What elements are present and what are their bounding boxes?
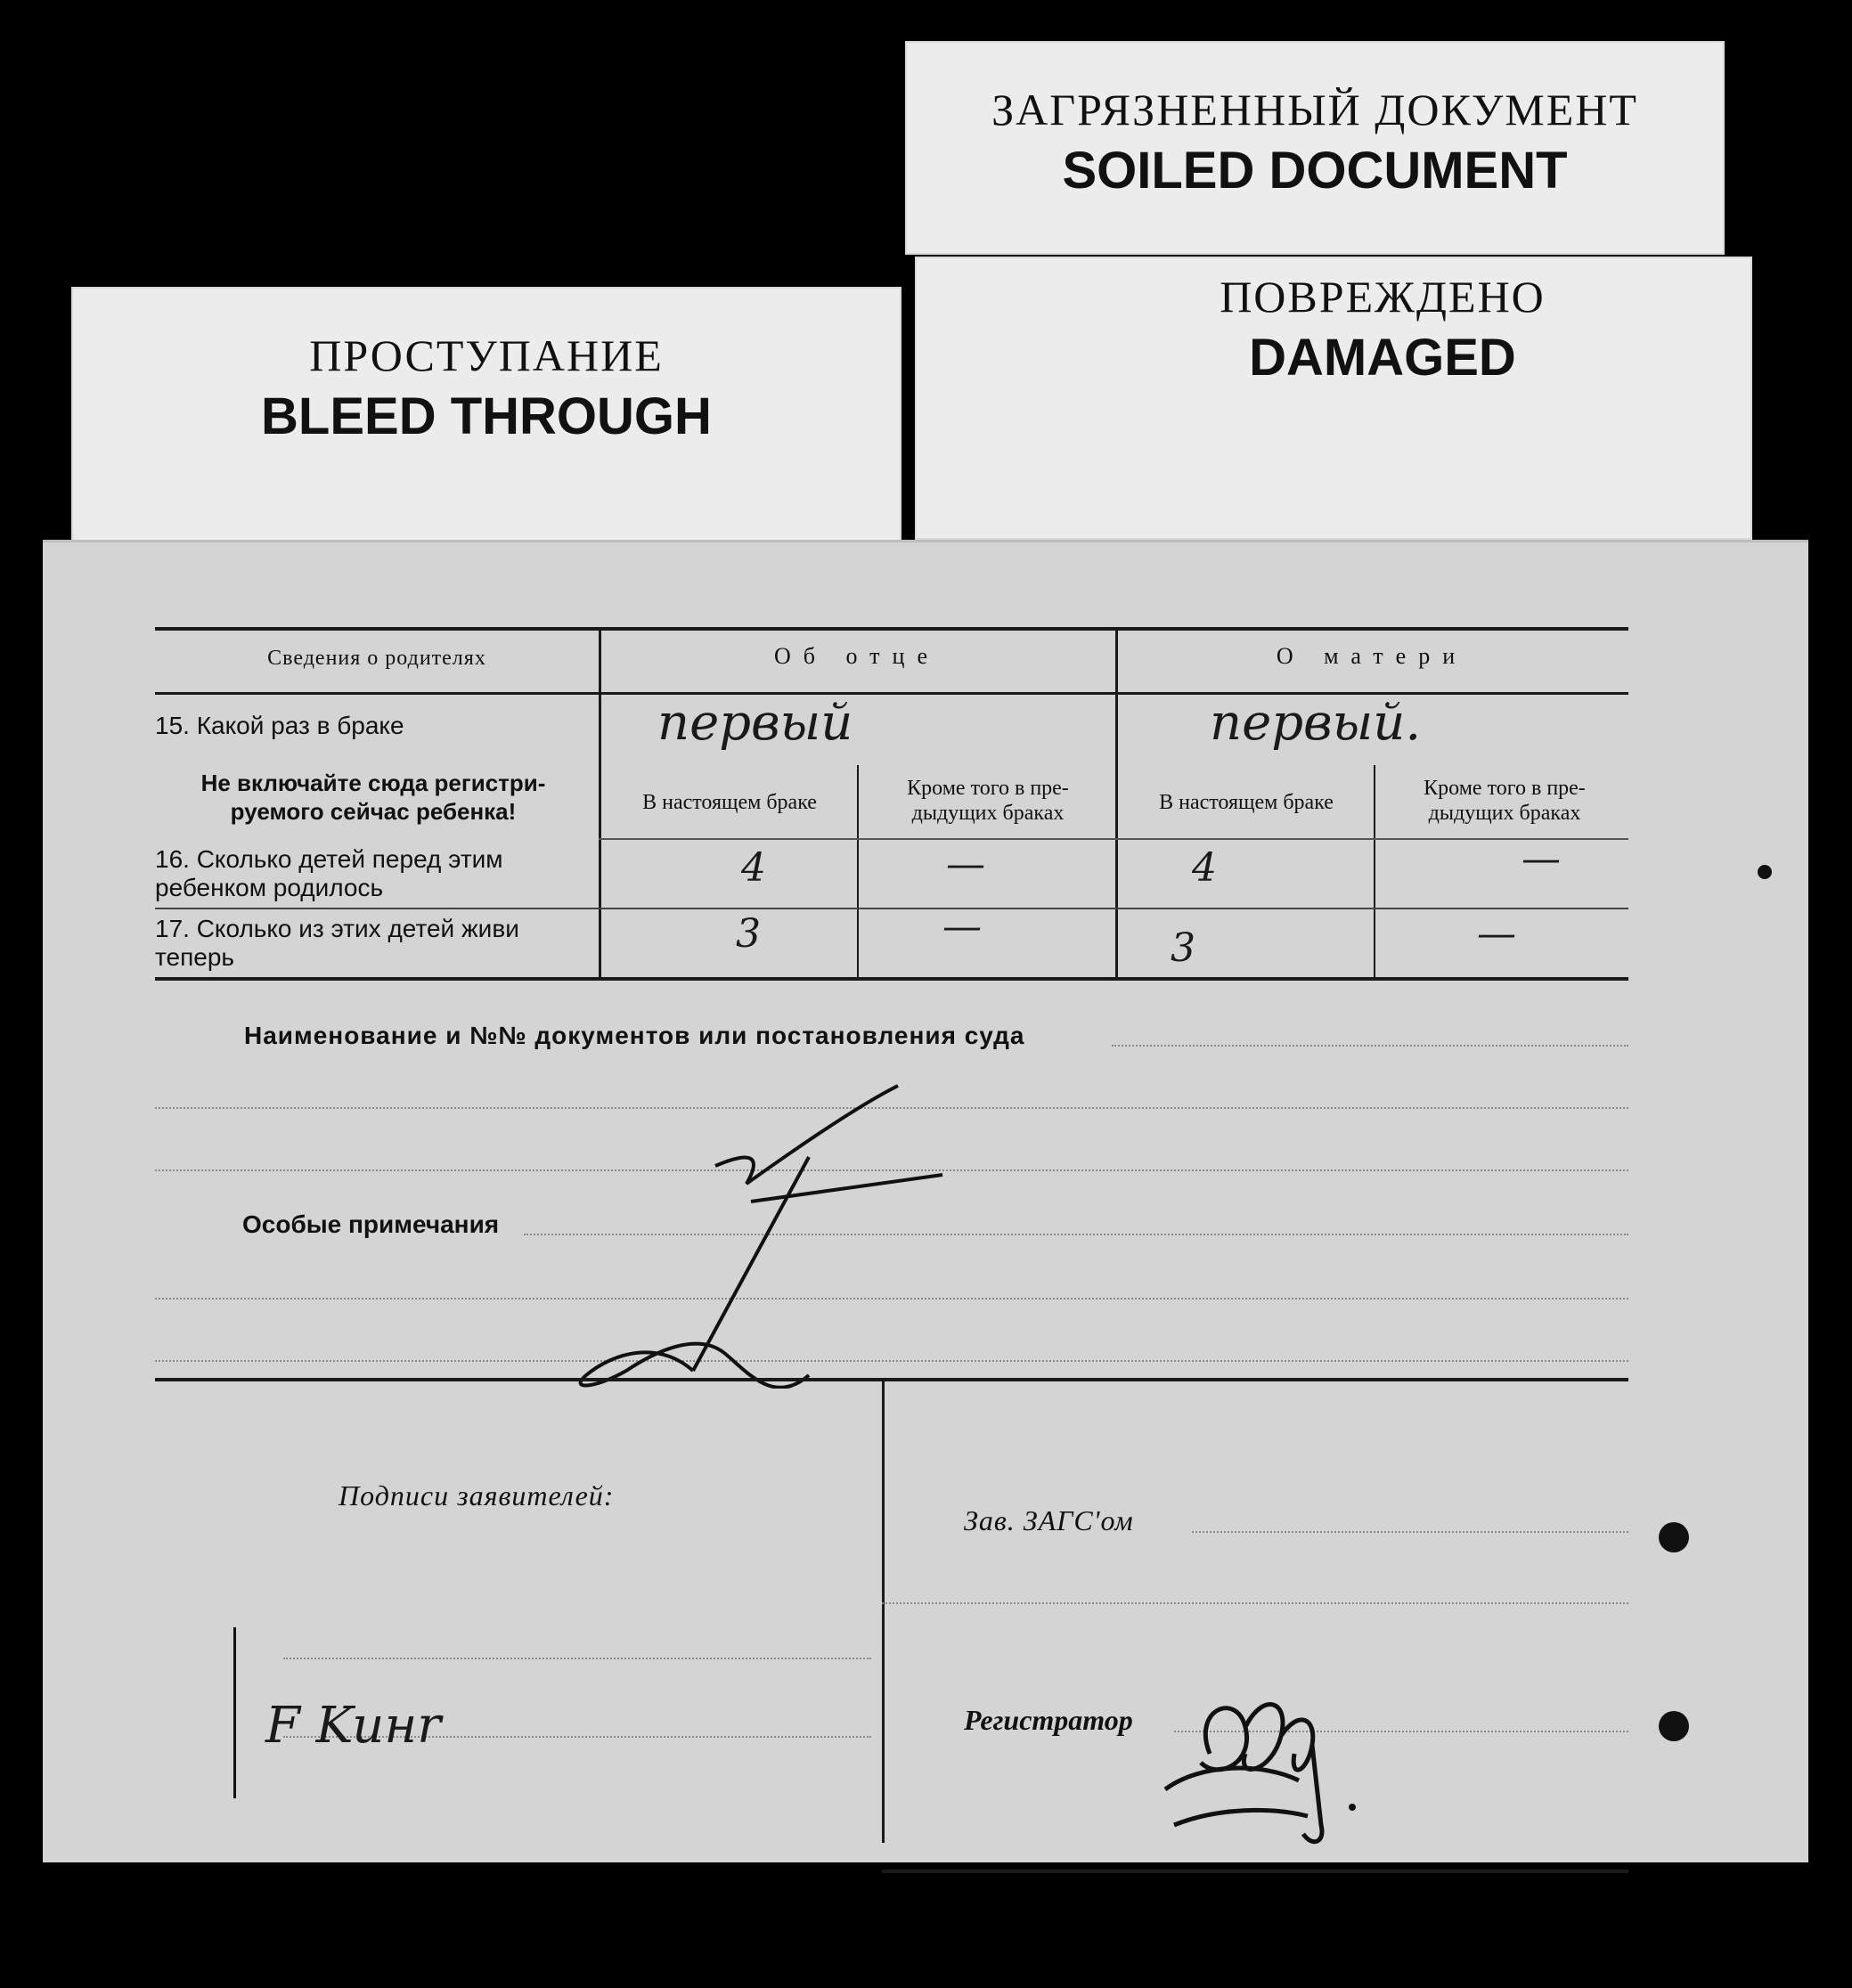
applicant-signature: F Kuнr: [265, 1697, 441, 1755]
row17-label: 17. Сколько из этих детей живи теперь: [155, 915, 519, 971]
z-cancellation-mark: [542, 1068, 1005, 1389]
row16-father-previous: —: [946, 842, 985, 887]
head-line: [1192, 1531, 1628, 1533]
label-bleed-ru: ПРОСТУПАНИЕ: [309, 330, 664, 380]
documents-label: Наименование и №№ документов или постановления суда: [244, 1022, 1025, 1049]
header-parents: Сведения о родителях: [267, 647, 486, 670]
row16-label: 16. Сколько детей перед этим ребенком родилось: [155, 845, 503, 901]
label-card-soiled: [905, 41, 1725, 255]
signatures-top-rule: [155, 1378, 1628, 1381]
row16-mother-current: 4: [1192, 845, 1217, 891]
subheader-father-previous: Кроме того в пре-дыдущих браках: [907, 777, 1069, 825]
signatures-divider: [882, 1380, 885, 1843]
row15-label: 15. Какой раз в браке: [155, 712, 404, 739]
head-line-2: [882, 1602, 1628, 1604]
row17-father-previous: —: [942, 904, 982, 949]
subheader-mother-previous: Кроме того в пре-дыдущих браках: [1424, 777, 1586, 825]
label-damaged-en: DAMAGED: [1249, 329, 1516, 387]
table-divider-mother: [1374, 765, 1375, 979]
punch-hole-bottom: [1659, 1711, 1689, 1741]
form-page: [43, 540, 1808, 1862]
registrar-label: Регистратор: [964, 1704, 1133, 1736]
table-bottom-rule: [155, 977, 1628, 981]
table-divider-father: [857, 765, 859, 979]
subheader-father-current: В настоящем браке: [642, 791, 817, 814]
table-divider-1: [599, 627, 601, 980]
registrar-signature: [1138, 1656, 1406, 1861]
applicants-label: Подписи заявителей:: [339, 1479, 615, 1511]
row17-father-current: 3: [736, 911, 761, 957]
note-exclude-child: Не включайте сюда регистри-руемого сейчас ребенка!: [200, 770, 546, 825]
applicant-bracket: [233, 1627, 236, 1798]
row16-father-current: 4: [741, 845, 766, 891]
edge-mark-1: [1758, 865, 1772, 879]
label-bleed-en: BLEED THROUGH: [261, 387, 712, 445]
header-mother: О матери: [1276, 643, 1468, 669]
remarks-label: Особые примечания: [242, 1210, 500, 1238]
row17-mother-previous: —: [1477, 911, 1516, 957]
label-card-bleed-through: [71, 287, 902, 545]
table-top-rule: [155, 627, 1628, 631]
label-soiled-ru: ЗАГРЯЗНЕННЫЙ ДОКУМЕНТ: [991, 85, 1638, 134]
row16-mother-previous: —: [1522, 836, 1561, 882]
applicant-line-1: [283, 1658, 871, 1659]
row15-mother-value: первый.: [1210, 694, 1422, 752]
table-sub-rule: [599, 838, 1628, 840]
label-damaged-ru: ПОВРЕЖДЕНО: [1220, 272, 1546, 322]
punch-hole-top: [1659, 1522, 1689, 1552]
table-divider-2: [1115, 627, 1118, 980]
subheader-mother-current: В настоящем браке: [1159, 791, 1334, 814]
head-zags-label: Зав. ЗАГС'ом: [964, 1504, 1134, 1536]
signatures-bottom-rule: [882, 1870, 1628, 1873]
label-card-damaged: [915, 257, 1752, 540]
label-soiled-en: SOILED DOCUMENT: [1062, 142, 1568, 200]
header-father: Об отце: [774, 643, 940, 669]
documents-line-1: [1112, 1045, 1628, 1047]
table-row-rule: [155, 908, 1628, 909]
row17-mother-current: 3: [1171, 925, 1195, 971]
row15-father-value: первый: [657, 694, 853, 752]
